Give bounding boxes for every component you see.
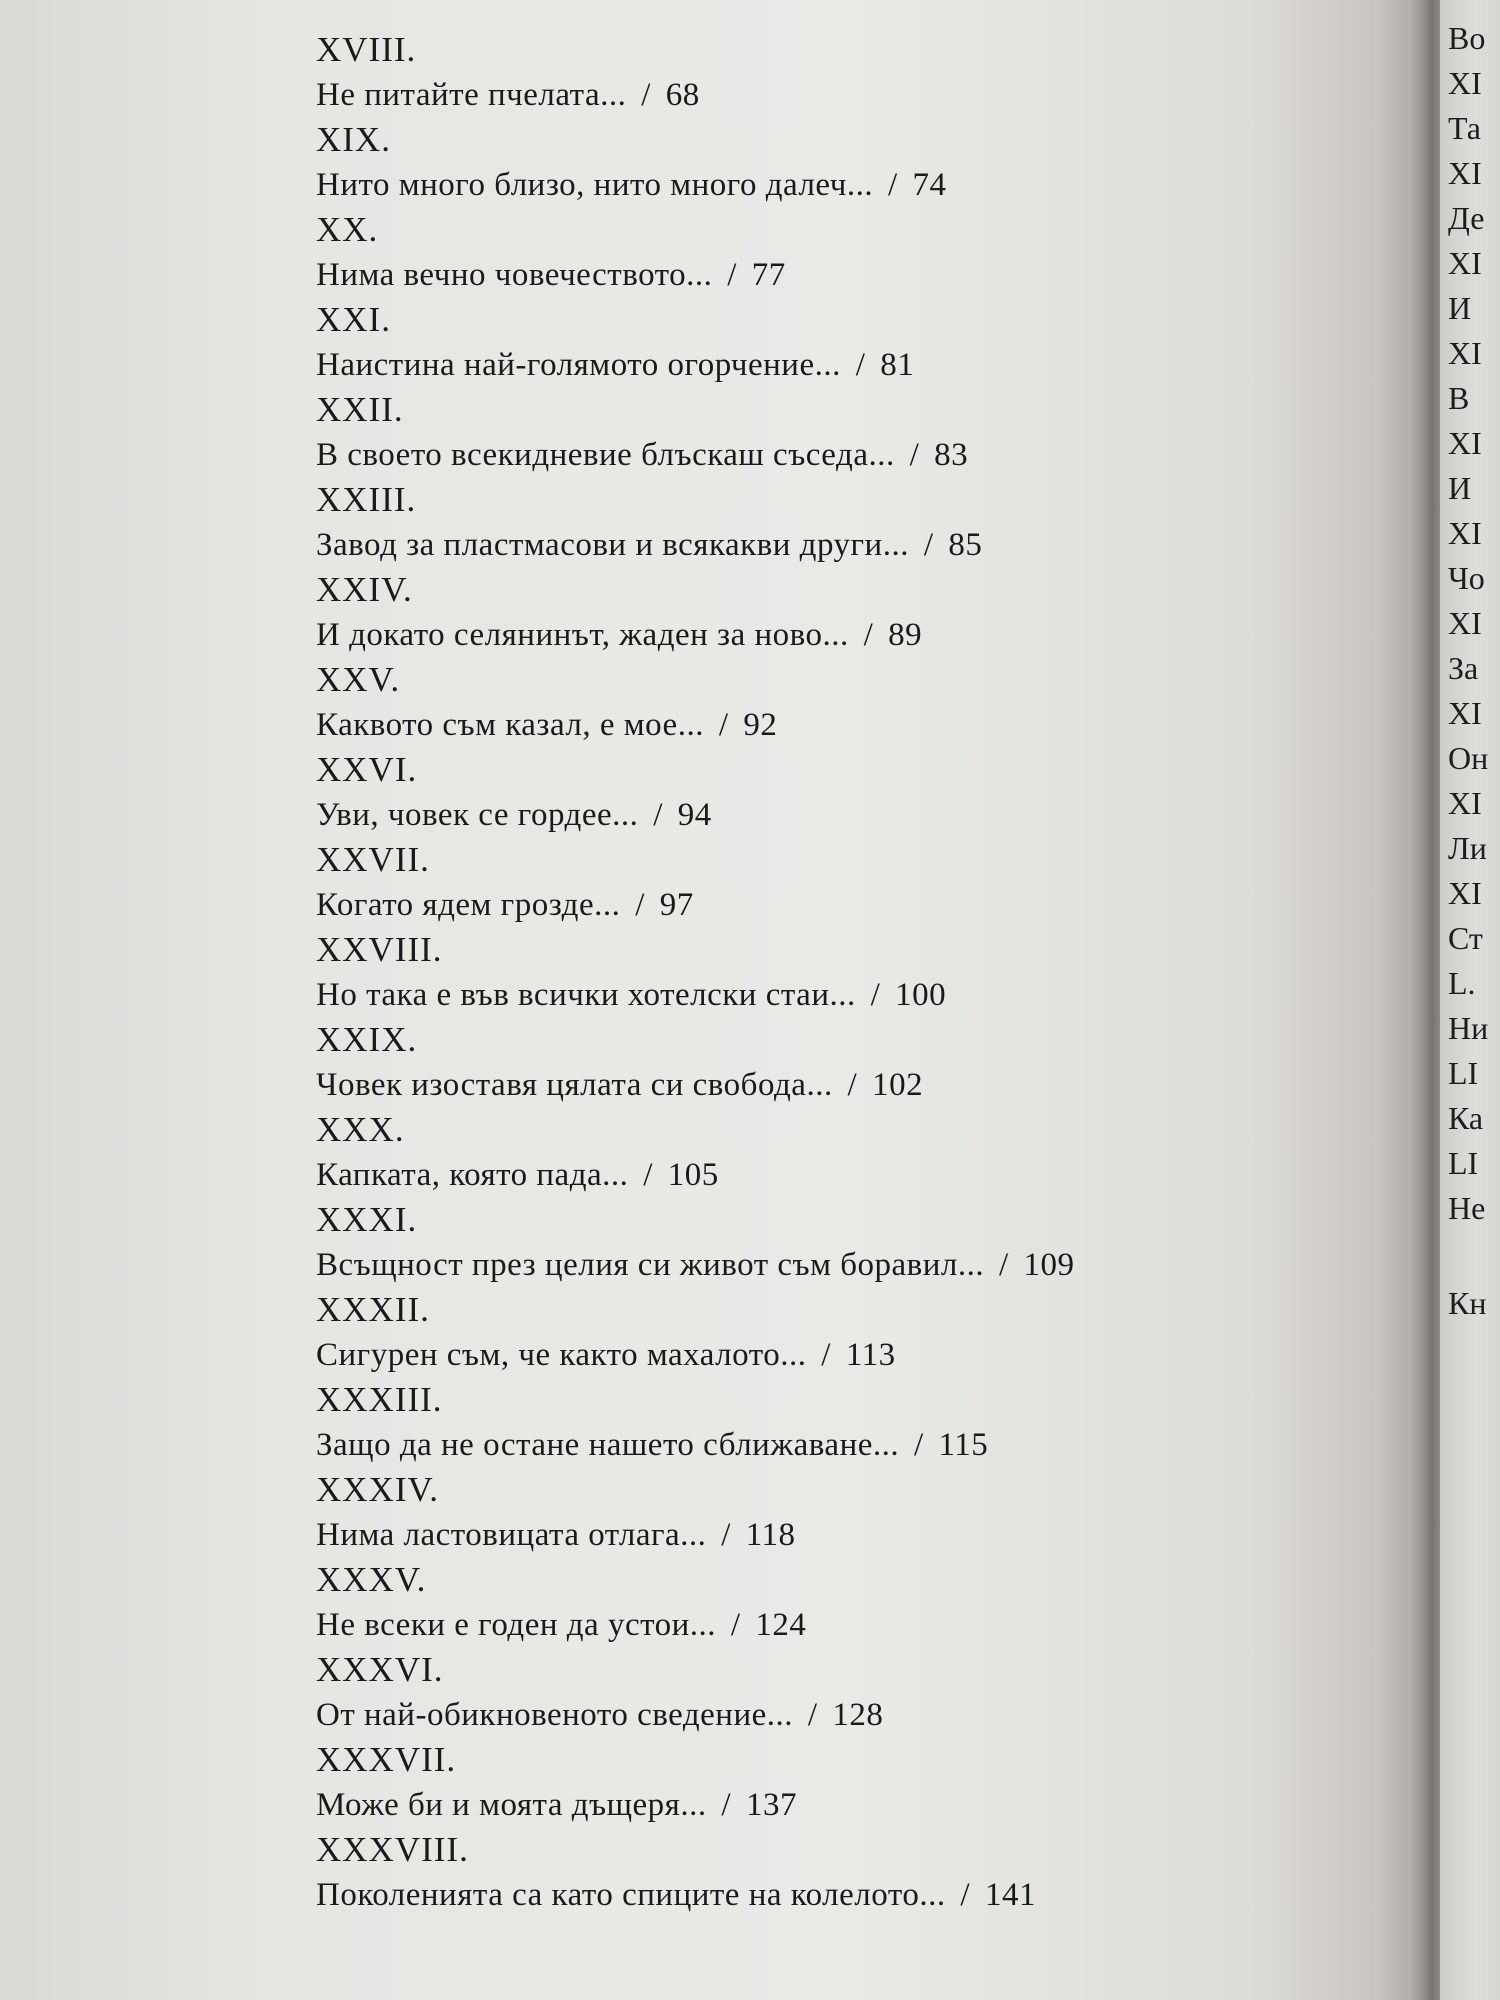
chapter-numeral: XXI.	[316, 300, 391, 339]
adjacent-page-fragment: LI	[1448, 1145, 1479, 1181]
page-number: 102	[872, 1067, 924, 1103]
toc-entry	[316, 1288, 1396, 1378]
toc-entry	[316, 478, 1396, 568]
chapter-title: Сигурен съм, че както махалото...	[316, 1337, 807, 1373]
chapter-line	[316, 72, 1396, 118]
chapter-title: Когато ядем грозде...	[316, 887, 621, 923]
chapter-numeral: XXVIII.	[316, 930, 443, 969]
chapter-title: Но така е във всички хотелски стаи...	[316, 977, 856, 1013]
adjacent-page-fragment: Ка	[1448, 1100, 1484, 1136]
page-separator: /	[870, 977, 881, 1013]
adjacent-page-fragment: L.	[1448, 965, 1476, 1001]
toc-entry	[316, 838, 1396, 928]
page-number: 77	[751, 257, 786, 293]
adjacent-page-fragment: LI	[1448, 1055, 1479, 1091]
chapter-line	[316, 972, 1396, 1018]
chapter-line	[316, 1512, 1396, 1558]
adjacent-page-fragment: XI	[1448, 335, 1482, 371]
chapter-numeral: XXV.	[316, 660, 401, 699]
toc-entry	[316, 568, 1396, 658]
chapter-line	[316, 432, 1396, 478]
toc-entry	[316, 1648, 1396, 1738]
chapter-numeral: XXIII.	[316, 480, 417, 519]
page-number: 92	[743, 707, 778, 743]
chapter-numeral: XXXV.	[316, 1560, 427, 1599]
chapter-line	[316, 882, 1396, 928]
adjacent-page-fragment: Чо	[1448, 560, 1485, 596]
page-separator: /	[730, 1607, 741, 1643]
chapter-title: Поколенията са като спиците на колелото...	[316, 1877, 946, 1913]
chapter-line	[316, 792, 1396, 838]
adjacent-page-fragment: XI	[1448, 875, 1482, 911]
chapter-numeral: XXXVII.	[316, 1740, 457, 1779]
page-separator: /	[641, 77, 651, 113]
chapter-title: И докато селянинът, жаден за ново...	[316, 617, 849, 653]
toc-entry	[316, 1198, 1396, 1288]
page-number: 141	[984, 1877, 1036, 1913]
page-number: 85	[948, 527, 983, 563]
chapter-line	[316, 1062, 1396, 1108]
toc-entry	[316, 388, 1396, 478]
toc-entry	[316, 928, 1396, 1018]
chapter-numeral: XXII.	[316, 390, 404, 429]
adjacent-page-fragment: XI	[1448, 515, 1482, 551]
adjacent-page-fragment: И	[1448, 290, 1472, 326]
toc-entry	[316, 28, 1396, 118]
chapter-line	[316, 702, 1396, 748]
page-number: 118	[745, 1517, 796, 1553]
page-number: 137	[745, 1787, 797, 1823]
page-separator: /	[923, 527, 934, 563]
adjacent-page-fragment: И	[1448, 470, 1472, 506]
page-number: 124	[755, 1607, 807, 1643]
chapter-line	[316, 1872, 1396, 1918]
adjacent-page-edge	[1440, 0, 1500, 2000]
adjacent-page-fragment: Та	[1448, 110, 1481, 146]
chapter-title: Нито много близо, нито много далеч...	[316, 167, 874, 203]
chapter-title: Капката, която пада...	[316, 1157, 629, 1193]
chapter-numeral: XXXI.	[316, 1200, 418, 1239]
page-separator: /	[913, 1427, 924, 1463]
page-separator: /	[863, 617, 874, 653]
chapter-numeral: XXIV.	[316, 570, 413, 609]
chapter-title: Всъщност през целия си живот съм боравил...	[316, 1247, 985, 1283]
adjacent-page-fragment: Ли	[1448, 830, 1487, 866]
page-separator: /	[887, 167, 898, 203]
chapter-numeral: XVIII.	[316, 30, 417, 69]
chapter-numeral: XXXIII.	[316, 1380, 443, 1419]
chapter-numeral: XIX.	[316, 120, 391, 159]
page-separator: /	[635, 887, 645, 923]
page-number: 128	[832, 1697, 884, 1733]
page-number: 89	[888, 617, 923, 653]
chapter-line	[316, 1152, 1396, 1198]
adjacent-page-fragment: XI	[1448, 425, 1482, 461]
page-number: 68	[665, 77, 700, 113]
chapter-title: Може би и моята дъщеря...	[316, 1787, 707, 1823]
chapter-title: Уви, човек се гордее...	[316, 797, 639, 833]
chapter-title: Завод за пластмасови и всякакви други...	[316, 527, 909, 563]
chapter-title: Наистина най-голямото огорчение...	[316, 347, 841, 383]
page-separator: /	[727, 257, 737, 293]
page-number: 113	[845, 1337, 896, 1373]
chapter-line	[316, 342, 1396, 388]
chapter-numeral: XXVII.	[316, 840, 430, 879]
adjacent-page-fragment: XI	[1448, 695, 1482, 731]
chapter-numeral: XXVI.	[316, 750, 418, 789]
toc-entry	[316, 748, 1396, 838]
toc-entry	[316, 1468, 1396, 1558]
chapter-numeral: XXX.	[316, 1110, 405, 1149]
page-number: 83	[934, 437, 969, 473]
page-separator: /	[653, 797, 663, 833]
adjacent-page-fragment: За	[1448, 650, 1479, 686]
page-separator: /	[855, 347, 866, 383]
toc-entry	[316, 1828, 1396, 1918]
page-separator: /	[721, 1517, 731, 1553]
chapter-numeral: XXXIV.	[316, 1470, 439, 1509]
chapter-line	[316, 1602, 1396, 1648]
adjacent-page-fragment: XI	[1448, 155, 1482, 191]
page-number: 109	[1023, 1247, 1075, 1283]
page-number: 100	[895, 977, 947, 1013]
chapter-title: Не всеки е годен да устои...	[316, 1607, 716, 1643]
table-of-contents	[316, 28, 1396, 1918]
adjacent-page-fragment: Кн	[1448, 1285, 1487, 1321]
chapter-title: В своето всекидневие блъскаш съседа...	[316, 437, 895, 473]
toc-entry	[316, 208, 1396, 298]
chapter-line	[316, 1782, 1396, 1828]
chapter-title: Нима ластовицата отлага...	[316, 1517, 707, 1553]
adjacent-page-fragment: Во	[1448, 20, 1486, 56]
adjacent-page-fragment: Он	[1448, 740, 1489, 776]
adjacent-page-fragment: Ни	[1448, 1010, 1489, 1046]
page-separator: /	[960, 1877, 971, 1913]
page-number: 81	[880, 347, 915, 383]
page-separator: /	[999, 1247, 1009, 1283]
chapter-numeral: XXXVI.	[316, 1650, 444, 1689]
toc-entry	[316, 1108, 1396, 1198]
chapter-title: Защо да не остане нашето сближаване...	[316, 1427, 900, 1463]
chapter-line	[316, 1332, 1396, 1378]
page-separator: /	[718, 707, 729, 743]
adjacent-page-fragment: Ст	[1448, 920, 1483, 956]
chapter-line	[316, 252, 1396, 298]
page-separator: /	[847, 1067, 858, 1103]
toc-entry	[316, 1738, 1396, 1828]
chapter-line	[316, 1422, 1396, 1468]
chapter-numeral: XX.	[316, 210, 379, 249]
chapter-title: Нима вечно човечеството...	[316, 257, 713, 293]
adjacent-page-fragment: XI	[1448, 245, 1482, 281]
chapter-line	[316, 612, 1396, 658]
toc-entry	[316, 1558, 1396, 1648]
adjacent-page-fragment: XI	[1448, 785, 1482, 821]
page-number: 74	[912, 167, 947, 203]
chapter-title: От най-обикновеното сведение...	[316, 1697, 794, 1733]
toc-entry	[316, 658, 1396, 748]
chapter-line	[316, 1692, 1396, 1738]
page-separator: /	[643, 1157, 653, 1193]
adjacent-page-fragment: Де	[1448, 200, 1485, 236]
chapter-numeral: XXXVIII.	[316, 1830, 469, 1869]
chapter-title: Човек изоставя цялата си свобода...	[316, 1067, 833, 1103]
page-separator: /	[821, 1337, 831, 1373]
chapter-line	[316, 522, 1396, 568]
adjacent-page-fragment: Не	[1448, 1190, 1486, 1226]
adjacent-page-fragment: XI	[1448, 605, 1482, 641]
page-separator: /	[721, 1787, 732, 1823]
toc-entry	[316, 298, 1396, 388]
chapter-line	[316, 1242, 1396, 1288]
chapter-title: Каквото съм казал, е мое...	[316, 707, 704, 743]
toc-entry	[316, 118, 1396, 208]
adjacent-page-fragment: В	[1448, 380, 1470, 416]
chapter-line	[316, 162, 1396, 208]
page-separator: /	[807, 1697, 818, 1733]
chapter-numeral: XXIX.	[316, 1020, 418, 1059]
chapter-title: Не питайте пчелата...	[316, 77, 627, 113]
adjacent-page-fragment: XI	[1448, 65, 1482, 101]
toc-entry	[316, 1018, 1396, 1108]
toc-entry	[316, 1378, 1396, 1468]
page-number: 94	[677, 797, 712, 833]
page-number: 115	[938, 1427, 989, 1463]
chapter-numeral: XXXII.	[316, 1290, 430, 1329]
page-number: 105	[667, 1157, 719, 1193]
page-number: 97	[659, 887, 694, 923]
page-separator: /	[909, 437, 920, 473]
